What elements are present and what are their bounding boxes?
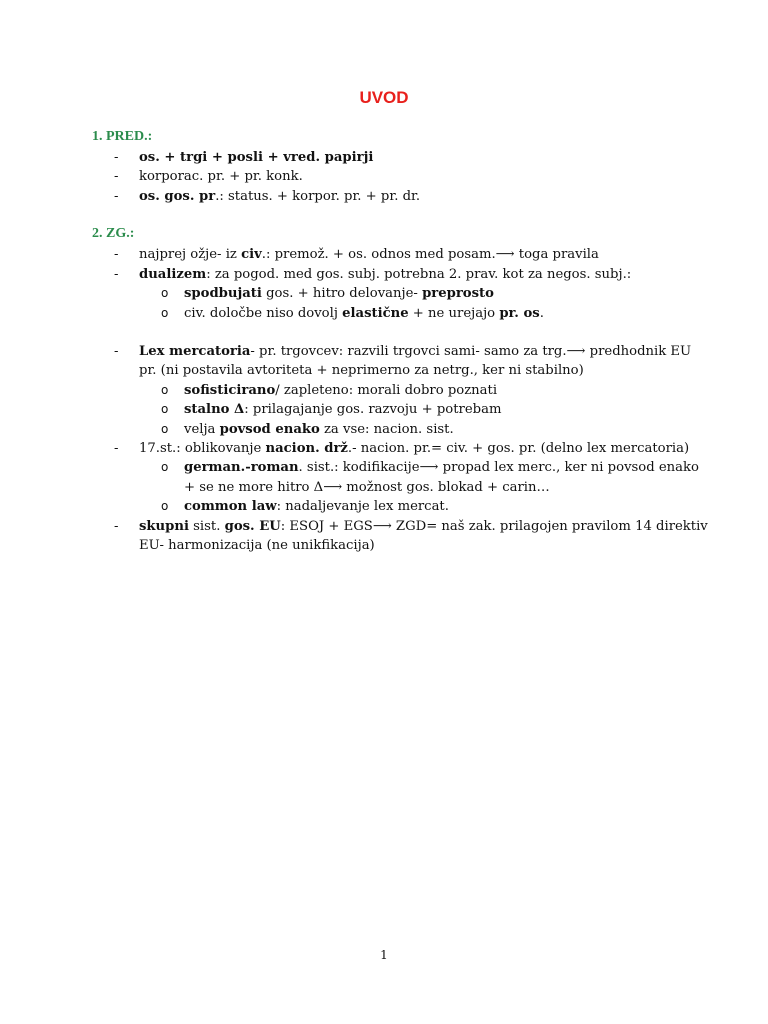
item-text: najprej ožje- iz bbox=[139, 247, 242, 262]
dash-bullet: - bbox=[114, 247, 119, 262]
item-text-bold: german.-roman bbox=[184, 460, 299, 475]
section-2-heading: 2. ZG.: bbox=[92, 226, 135, 241]
item-text: 17.st.: oblikovanje bbox=[139, 441, 266, 456]
item-text: velja bbox=[184, 422, 220, 437]
item-text-bold: stalno Δ bbox=[184, 402, 245, 417]
item-text-bold: gos. EU bbox=[224, 519, 281, 534]
circle-bullet: o bbox=[161, 460, 169, 474]
circle-bullet: o bbox=[161, 402, 169, 416]
section-1-heading: 1. PRED.: bbox=[92, 129, 153, 144]
dash-bullet: - bbox=[114, 189, 119, 204]
item-text-bold: preprosto bbox=[422, 286, 494, 301]
item-text: civ. določbe niso dovolj bbox=[184, 306, 343, 321]
item-text: za vse: nacion. sist. bbox=[319, 422, 454, 437]
circle-bullet: o bbox=[161, 499, 169, 513]
item-text: . bbox=[539, 306, 544, 321]
dash-bullet: - bbox=[114, 169, 119, 184]
item-text-bold: common law bbox=[184, 499, 277, 514]
item-text: / zapleteno: morali dobro poznati bbox=[275, 383, 498, 398]
item-text: + se ne more hitro Δ⟶ možnost gos. blokad + carin… bbox=[184, 480, 550, 495]
item-text: : ESOJ + EGS⟶ ZGD= naš zak. prilagojen pravilom 14 direktiv bbox=[280, 519, 708, 534]
item-text-bold: os. + trgi + posli + vred. papirji bbox=[139, 150, 374, 165]
item-text: korporac. pr. + pr. konk. bbox=[139, 169, 303, 184]
item-text-bold: sofisticirano bbox=[184, 383, 276, 398]
item-text-bold: Lex mercatoria bbox=[139, 344, 251, 359]
item-text: gos. + hitro delovanje- bbox=[261, 286, 423, 301]
item-text-bold: dualizem bbox=[139, 267, 207, 282]
dash-bullet: - bbox=[114, 441, 119, 456]
item-text: pr. (ni postavila avtoriteta + neprimerno za netrg., ker ni stabilno) bbox=[139, 363, 584, 378]
item-text: sist. bbox=[188, 519, 225, 534]
item-text: - pr. trgovcev: razvili trgovci sami- samo za trg.⟶ predhodnik EU bbox=[250, 344, 692, 359]
item-text-bold: nacion. drž bbox=[265, 441, 348, 456]
item-text-bold: skupni bbox=[139, 519, 189, 534]
item-text-bold: elastične bbox=[342, 306, 409, 321]
item-text-bold: os. gos. pr bbox=[139, 189, 216, 204]
item-text: . sist.: kodifikacije⟶ propad lex merc., ker ni povsod enako bbox=[298, 460, 699, 475]
circle-bullet: o bbox=[161, 286, 169, 300]
dash-bullet: - bbox=[114, 267, 119, 282]
dash-bullet: - bbox=[114, 150, 119, 165]
item-text: : prilagajanje gos. razvoju + potrebam bbox=[244, 402, 502, 417]
circle-bullet: o bbox=[161, 422, 169, 436]
item-text-bold: pr. os bbox=[499, 306, 540, 321]
item-text-bold: spodbujati bbox=[184, 286, 262, 301]
dash-bullet: - bbox=[114, 519, 119, 534]
circle-bullet: o bbox=[161, 383, 169, 397]
item-text: EU- harmonizacija (ne unikfikacija) bbox=[139, 538, 375, 553]
dash-bullet: - bbox=[114, 344, 119, 359]
item-text: : za pogod. med gos. subj. potrebna 2. prav. kot za negos. subj.: bbox=[206, 267, 632, 282]
item-text: .: premož. + os. odnos med posam.⟶ toga pravila bbox=[261, 247, 599, 262]
item-text: : nadaljevanje lex mercat. bbox=[276, 499, 449, 514]
document-title: UVOD bbox=[359, 88, 409, 107]
page-number: 1 bbox=[380, 948, 388, 962]
item-text: .- nacion. pr.= civ. + gos. pr. (delno lex mercatoria) bbox=[347, 441, 690, 456]
circle-bullet: o bbox=[161, 306, 169, 320]
item-text: + ne urejajo bbox=[408, 306, 500, 321]
item-text-bold: povsod enako bbox=[219, 422, 320, 437]
item-text: .: status. + korpor. pr. + pr. dr. bbox=[215, 189, 421, 204]
item-text-bold: civ bbox=[241, 247, 262, 262]
